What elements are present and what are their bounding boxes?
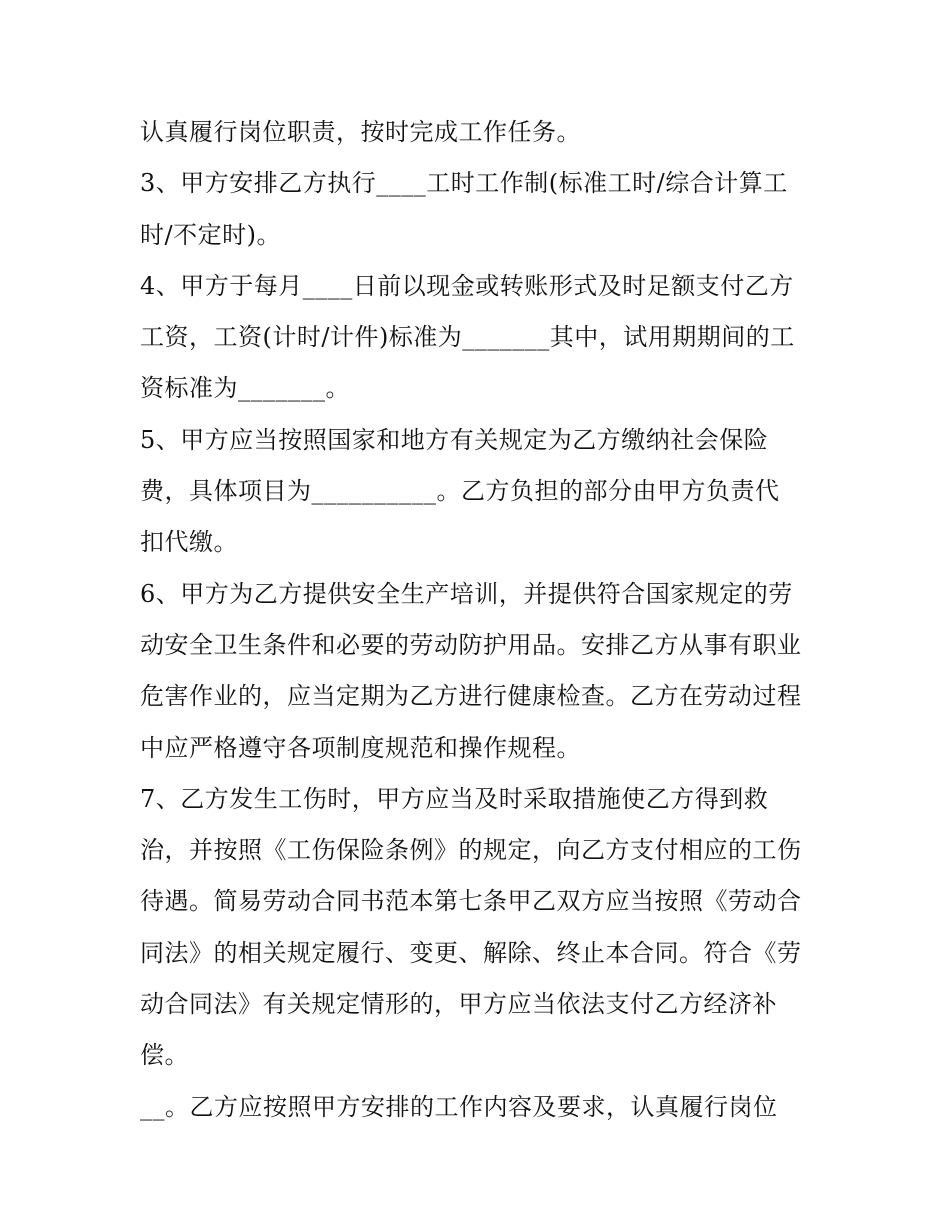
- document-body: [140, 107, 830, 1133]
- document-line: 4、甲方于每月____日前以现金或转账形式及时足额支付乙方: [140, 271, 794, 300]
- document-line: 危害作业的，应当定期为乙方进行健康检查。乙方在劳动过程: [140, 682, 802, 711]
- document-line: 动安全卫生条件和必要的劳动防护用品。安排乙方从事有职业: [140, 630, 802, 659]
- document-line: 5、甲方应当按照国家和地方有关规定为乙方缴纳社会保险: [140, 425, 769, 454]
- document-line: 偿。: [140, 1041, 189, 1070]
- document-line: 工资，工资(计时/计件)标准为_______其中，试用期期间的工: [140, 323, 795, 352]
- document-line: 资标准为_______。: [140, 374, 350, 403]
- document-line: 同法》的相关规定履行、变更、解除、终止本合同。符合《劳: [140, 938, 802, 967]
- document-line: 7、乙方发生工伤时，甲方应当及时采取措施使乙方得到救: [140, 784, 769, 813]
- document-line: 费，具体项目为__________。乙方负担的部分由甲方负责代: [140, 477, 780, 506]
- document-line: 认真履行岗位职责，按时完成工作任务。: [140, 118, 581, 146]
- document-line: 治，并按照《工伤保险条例》的规定，向乙方支付相应的工伤: [140, 836, 802, 865]
- document-line: 中应严格遵守各项制度规范和操作规程。: [140, 733, 581, 762]
- document-line: 扣代缴。: [140, 528, 238, 557]
- document-line: __。乙方应按照甲方安排的工作内容及要求，认真履行岗位: [140, 1092, 778, 1121]
- document-line: 6、甲方为乙方提供安全生产培训，并提供符合国家规定的劳: [140, 579, 793, 608]
- document-line: 3、甲方安排乙方执行____工时工作制(标准工时/综合计算工: [140, 169, 788, 198]
- document-line: 动合同法》有关规定情形的，甲方应当依法支付乙方经济补: [140, 990, 777, 1019]
- document-line: 时/不定时)。: [140, 220, 281, 249]
- document-line: 待遇。简易劳动合同书范本第七条甲乙双方应当按照《劳动合: [140, 887, 802, 916]
